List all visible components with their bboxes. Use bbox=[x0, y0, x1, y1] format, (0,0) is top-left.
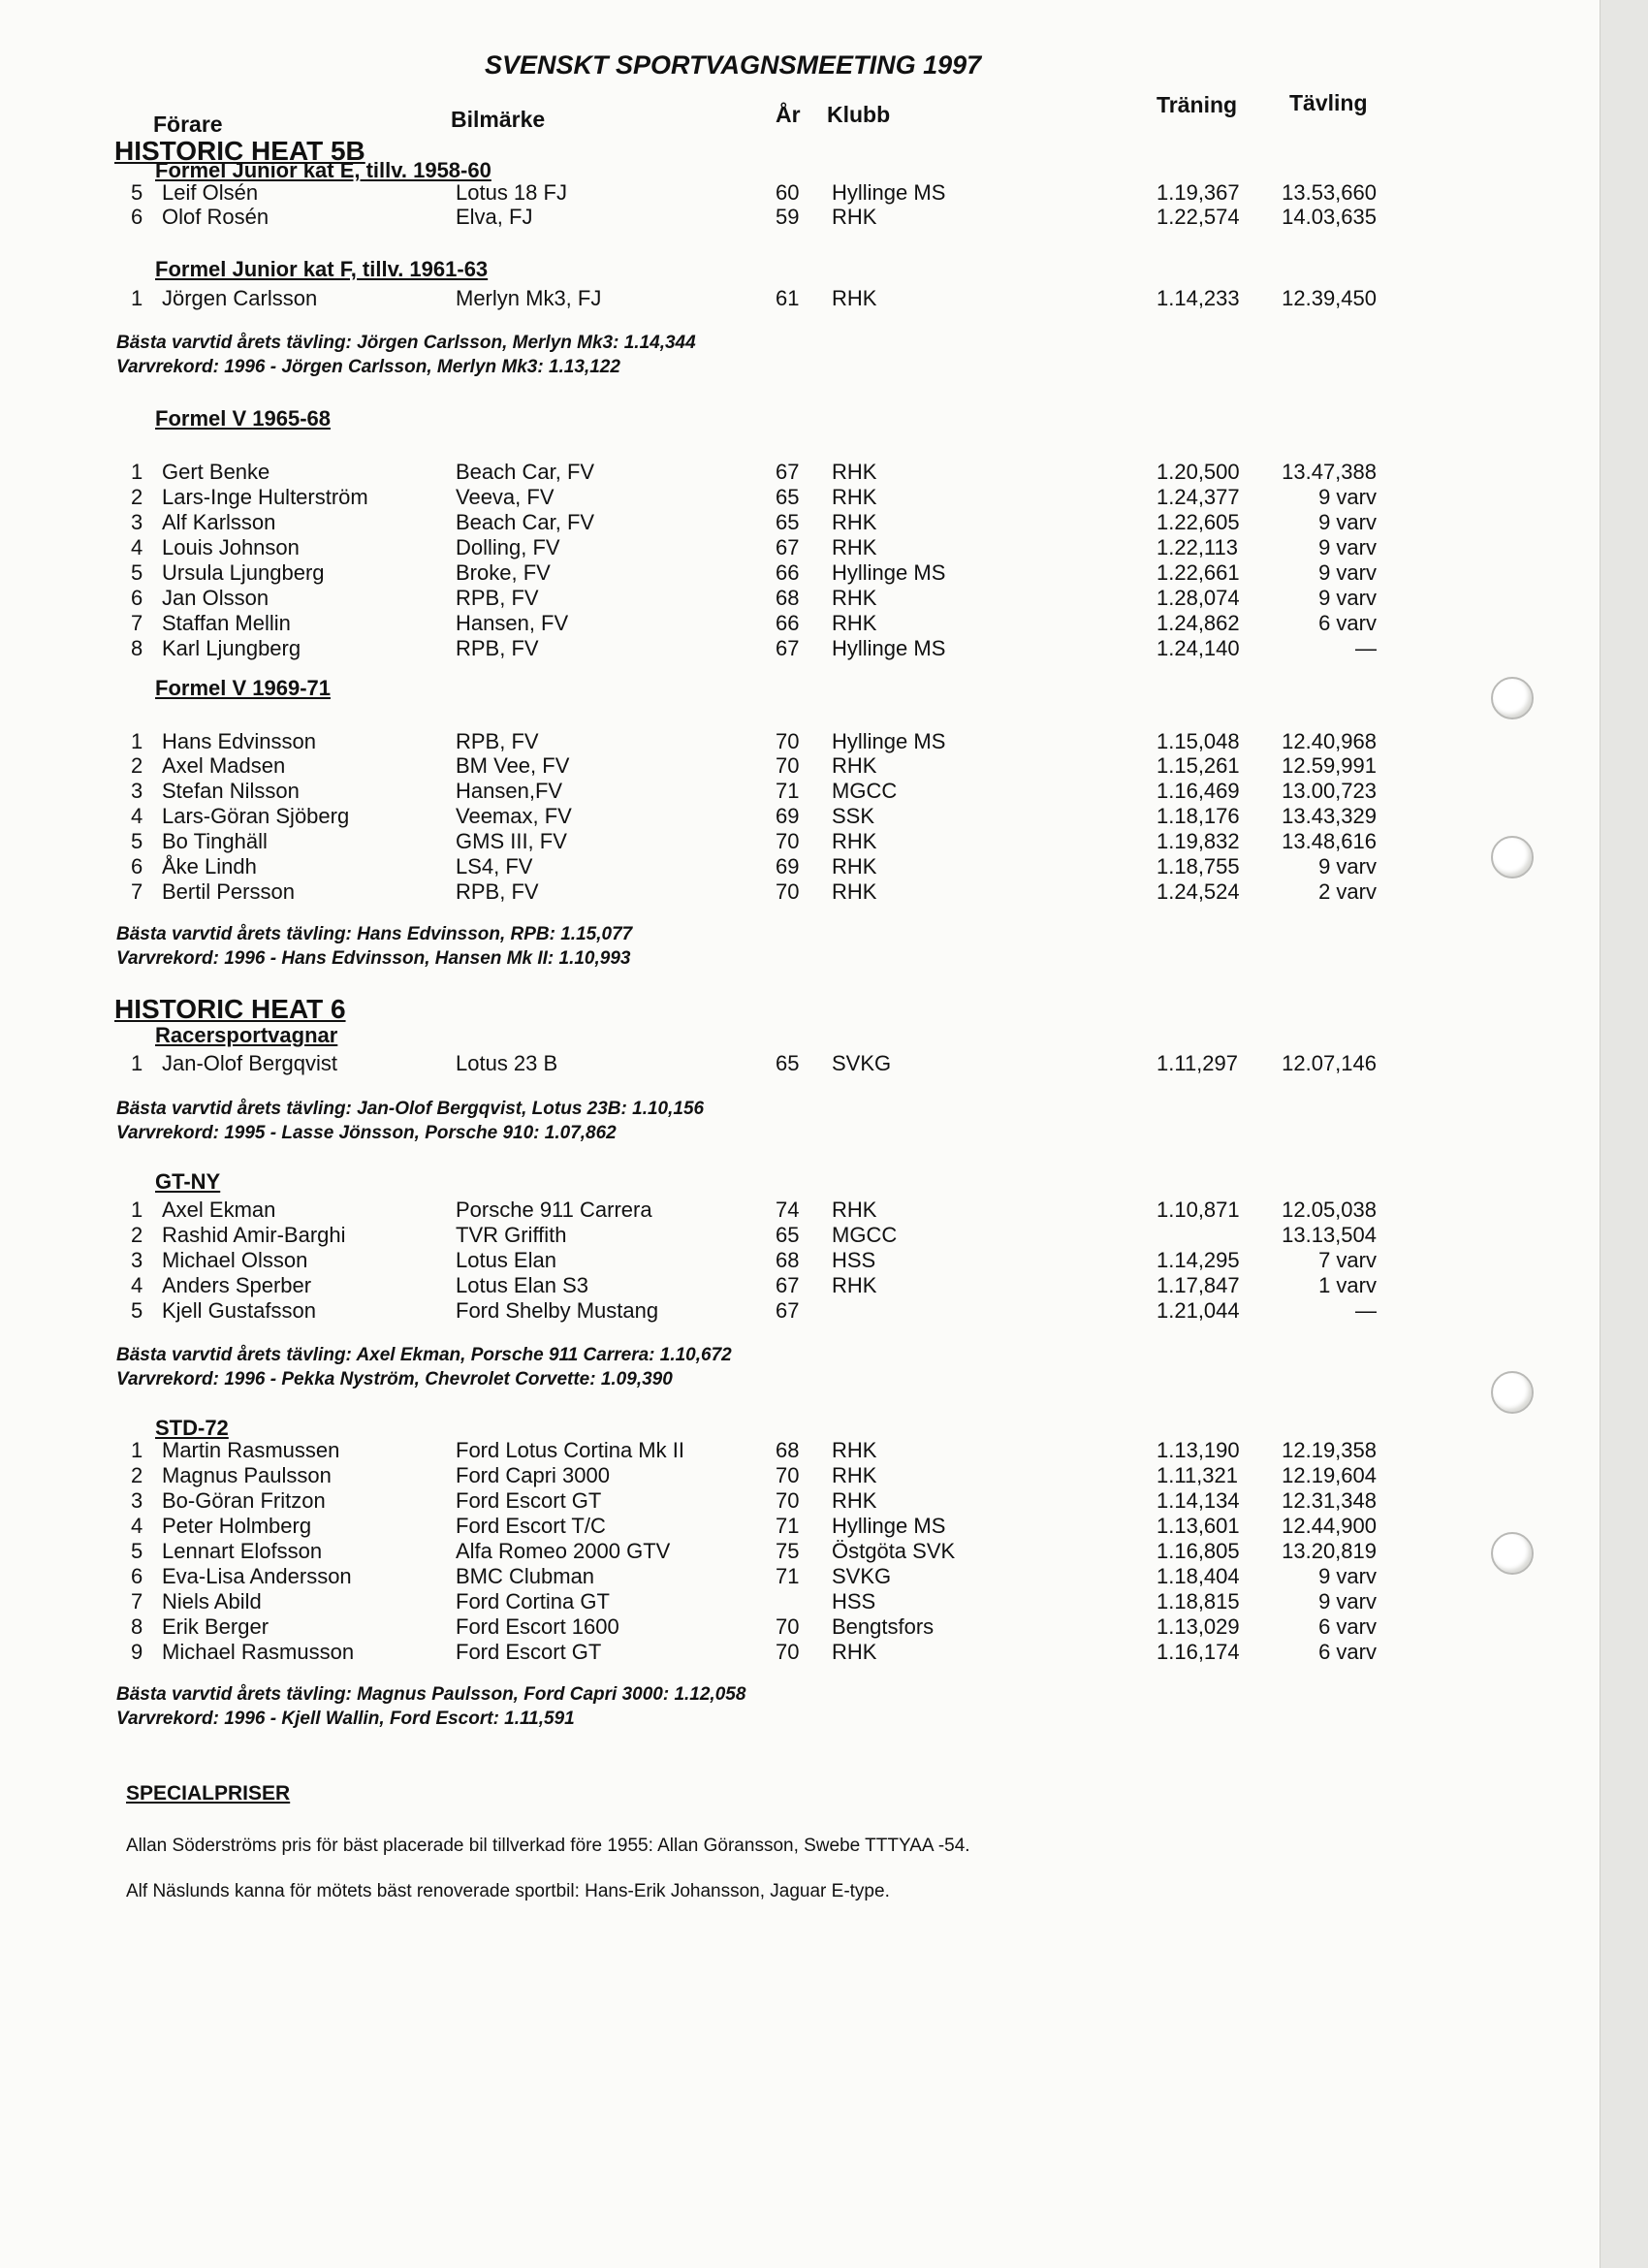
practice-time: 1.19,367 bbox=[1157, 180, 1240, 205]
car-year: 70 bbox=[776, 879, 800, 904]
club-name: RHK bbox=[832, 510, 877, 534]
car-model: Lotus 18 FJ bbox=[456, 180, 567, 205]
race-result: 6 varv bbox=[1318, 611, 1377, 635]
race-result: 9 varv bbox=[1318, 560, 1377, 585]
car-model: Elva, FJ bbox=[456, 205, 533, 229]
driver-name: Jörgen Carlsson bbox=[162, 286, 318, 310]
club-name: Hyllinge MS bbox=[832, 560, 946, 585]
practice-time: 1.24,140 bbox=[1157, 636, 1240, 660]
heat-heading: HISTORIC HEAT 6 bbox=[114, 994, 346, 1024]
practice-time: 1.14,134 bbox=[1157, 1488, 1240, 1513]
special-prize-line: Alf Näslunds kanna för mötets bäst renoverade sportbil: Hans-Erik Johansson, Jaguar E-type. bbox=[126, 1881, 890, 1901]
car-year: 70 bbox=[776, 1614, 800, 1639]
class-heading: Formel V 1965-68 bbox=[155, 406, 331, 431]
position: 5 bbox=[131, 1298, 143, 1323]
car-year: 68 bbox=[776, 1438, 800, 1462]
race-result: 14.03,635 bbox=[1282, 205, 1377, 229]
club-name: SVKG bbox=[832, 1564, 892, 1588]
driver-name: Bo Tinghäll bbox=[162, 829, 268, 853]
driver-name: Karl Ljungberg bbox=[162, 636, 301, 660]
class-heading: STD-72 bbox=[155, 1416, 229, 1440]
race-result: 1 varv bbox=[1318, 1273, 1377, 1297]
column-header-club: Klubb bbox=[827, 102, 891, 127]
position: 5 bbox=[131, 560, 143, 585]
club-name: Östgöta SVK bbox=[832, 1539, 956, 1563]
lap-record-note: Bästa varvtid årets tävling: Hans Edvinsson, RPB: 1.15,077 bbox=[116, 924, 633, 944]
car-model: RPB, FV bbox=[456, 879, 539, 904]
position: 4 bbox=[131, 1273, 143, 1297]
club-name: RHK bbox=[832, 879, 877, 904]
class-heading: GT-NY bbox=[155, 1169, 221, 1194]
club-name: MGCC bbox=[832, 779, 898, 803]
car-year: 59 bbox=[776, 205, 800, 229]
car-model: Hansen,FV bbox=[456, 779, 563, 803]
race-result: 9 varv bbox=[1318, 1564, 1377, 1588]
position: 6 bbox=[131, 854, 143, 878]
car-model: Broke, FV bbox=[456, 560, 551, 585]
car-year: 70 bbox=[776, 829, 800, 853]
practice-time: 1.17,847 bbox=[1157, 1273, 1240, 1297]
driver-name: Hans Edvinsson bbox=[162, 729, 316, 753]
driver-name: Niels Abild bbox=[162, 1589, 262, 1613]
club-name: RHK bbox=[832, 205, 877, 229]
driver-name: Jan-Olof Bergqvist bbox=[162, 1051, 337, 1075]
car-year: 75 bbox=[776, 1539, 800, 1563]
position: 3 bbox=[131, 1248, 143, 1272]
practice-time: 1.16,805 bbox=[1157, 1539, 1240, 1563]
car-model: GMS III, FV bbox=[456, 829, 567, 853]
car-model: RPB, FV bbox=[456, 636, 539, 660]
practice-time: 1.24,862 bbox=[1157, 611, 1240, 635]
position: 3 bbox=[131, 1488, 143, 1513]
practice-time: 1.15,261 bbox=[1157, 753, 1240, 778]
practice-time: 1.22,661 bbox=[1157, 560, 1240, 585]
car-year: 69 bbox=[776, 804, 800, 828]
lap-record-note: Bästa varvtid årets tävling: Jörgen Carlsson, Merlyn Mk3: 1.14,344 bbox=[116, 333, 696, 353]
driver-name: Peter Holmberg bbox=[162, 1514, 312, 1538]
binder-hole bbox=[1491, 1371, 1534, 1414]
race-result: 12.31,348 bbox=[1282, 1488, 1377, 1513]
lap-record-note: Bästa varvtid årets tävling: Jan-Olof Bergqvist, Lotus 23B: 1.10,156 bbox=[116, 1099, 705, 1119]
position: 6 bbox=[131, 586, 143, 610]
car-model: BM Vee, FV bbox=[456, 753, 570, 778]
driver-name: Michael Rasmusson bbox=[162, 1640, 355, 1664]
driver-name: Anders Sperber bbox=[162, 1273, 312, 1297]
car-year: 67 bbox=[776, 535, 800, 559]
position: 2 bbox=[131, 485, 143, 509]
car-year: 65 bbox=[776, 510, 800, 534]
binder-hole bbox=[1491, 677, 1534, 719]
lap-record-note: Varvrekord: 1996 - Pekka Nyström, Chevrolet Corvette: 1.09,390 bbox=[116, 1369, 673, 1390]
class-heading: Formel Junior kat E, tillv. 1958-60 bbox=[155, 158, 491, 182]
race-result: 13.13,504 bbox=[1282, 1223, 1377, 1247]
driver-name: Magnus Paulsson bbox=[162, 1463, 332, 1487]
lap-record-note: Varvrekord: 1996 - Hans Edvinsson, Hansen Mk II: 1.10,993 bbox=[116, 948, 631, 969]
race-result: 9 varv bbox=[1318, 485, 1377, 509]
position: 3 bbox=[131, 510, 143, 534]
race-result: 13.48,616 bbox=[1282, 829, 1377, 853]
position: 5 bbox=[131, 829, 143, 853]
car-year: 65 bbox=[776, 1223, 800, 1247]
car-model: Alfa Romeo 2000 GTV bbox=[456, 1539, 671, 1563]
car-model: Merlyn Mk3, FJ bbox=[456, 286, 602, 310]
practice-time: 1.16,469 bbox=[1157, 779, 1240, 803]
driver-name: Stefan Nilsson bbox=[162, 779, 300, 803]
car-year: 70 bbox=[776, 1463, 800, 1487]
race-result: 13.47,388 bbox=[1282, 460, 1377, 484]
race-result: 13.43,329 bbox=[1282, 804, 1377, 828]
position: 5 bbox=[131, 180, 143, 205]
car-year: 66 bbox=[776, 611, 800, 635]
lap-record-note: Bästa varvtid årets tävling: Axel Ekman, Porsche 911 Carrera: 1.10,672 bbox=[116, 1345, 732, 1365]
car-model: Beach Car, FV bbox=[456, 460, 595, 484]
position: 2 bbox=[131, 1463, 143, 1487]
lap-record-note: Bästa varvtid årets tävling: Magnus Paulsson, Ford Capri 3000: 1.12,058 bbox=[116, 1684, 746, 1705]
position: 7 bbox=[131, 1589, 143, 1613]
practice-time: 1.16,174 bbox=[1157, 1640, 1240, 1664]
practice-time: 1.14,295 bbox=[1157, 1248, 1240, 1272]
car-year: 70 bbox=[776, 1640, 800, 1664]
club-name: RHK bbox=[832, 286, 877, 310]
race-result: 12.19,358 bbox=[1282, 1438, 1377, 1462]
car-model: LS4, FV bbox=[456, 854, 533, 878]
practice-time: 1.11,321 bbox=[1157, 1463, 1239, 1487]
practice-time: 1.11,297 bbox=[1157, 1051, 1239, 1075]
practice-time: 1.22,605 bbox=[1157, 510, 1240, 534]
car-year: 74 bbox=[776, 1198, 800, 1222]
car-year: 67 bbox=[776, 1273, 800, 1297]
club-name: RHK bbox=[832, 485, 877, 509]
car-model: Dolling, FV bbox=[456, 535, 560, 559]
special-prize-line: Allan Söderströms pris för bäst placerade bil tillverkad före 1955: Allan Göransson, Swebe TTTYAA -54. bbox=[126, 1836, 970, 1856]
practice-time: 1.13,601 bbox=[1157, 1514, 1240, 1538]
position: 1 bbox=[131, 286, 143, 310]
car-model: Veemax, FV bbox=[456, 804, 572, 828]
driver-name: Gert Benke bbox=[162, 460, 270, 484]
race-result: 6 varv bbox=[1318, 1640, 1377, 1664]
club-name: RHK bbox=[832, 1488, 877, 1513]
club-name: RHK bbox=[832, 1438, 877, 1462]
position: 8 bbox=[131, 636, 143, 660]
practice-time: 1.20,500 bbox=[1157, 460, 1240, 484]
car-year: 67 bbox=[776, 460, 800, 484]
position: 4 bbox=[131, 1514, 143, 1538]
column-header-driver: Förare bbox=[153, 112, 223, 137]
practice-time: 1.28,074 bbox=[1157, 586, 1240, 610]
next-page-edge bbox=[1600, 0, 1648, 2268]
car-model: Veeva, FV bbox=[456, 485, 555, 509]
car-year: 68 bbox=[776, 1248, 800, 1272]
driver-name: Eva-Lisa Andersson bbox=[162, 1564, 352, 1588]
club-name: Hyllinge MS bbox=[832, 636, 946, 660]
page-title: SVENSKT SPORTVAGNSMEETING 1997 bbox=[485, 50, 982, 80]
driver-name: Louis Johnson bbox=[162, 535, 300, 559]
lap-record-note: Varvrekord: 1996 - Jörgen Carlsson, Merlyn Mk3: 1.13,122 bbox=[116, 357, 620, 377]
club-name: RHK bbox=[832, 1463, 877, 1487]
position: 9 bbox=[131, 1640, 143, 1664]
car-model: Ford Shelby Mustang bbox=[456, 1298, 659, 1323]
driver-name: Axel Ekman bbox=[162, 1198, 276, 1222]
club-name: MGCC bbox=[832, 1223, 898, 1247]
class-heading: Formel Junior kat F, tillv. 1961-63 bbox=[155, 257, 489, 281]
race-result: 12.40,968 bbox=[1282, 729, 1377, 753]
club-name: SVKG bbox=[832, 1051, 892, 1075]
race-result: 12.44,900 bbox=[1282, 1514, 1377, 1538]
club-name: RHK bbox=[832, 535, 877, 559]
car-year: 71 bbox=[776, 779, 800, 803]
car-model: TVR Griffith bbox=[456, 1223, 567, 1247]
race-result: 2 varv bbox=[1318, 879, 1377, 904]
race-result: 12.05,038 bbox=[1282, 1198, 1377, 1222]
race-result: 13.53,660 bbox=[1282, 180, 1377, 205]
car-year: 61 bbox=[776, 286, 800, 310]
club-name: RHK bbox=[832, 460, 877, 484]
club-name: Bengtsfors bbox=[832, 1614, 935, 1639]
car-model: Hansen, FV bbox=[456, 611, 569, 635]
driver-name: Bo-Göran Fritzon bbox=[162, 1488, 326, 1513]
race-result: 6 varv bbox=[1318, 1614, 1377, 1639]
club-name: HSS bbox=[832, 1248, 876, 1272]
practice-time: 1.18,404 bbox=[1157, 1564, 1240, 1588]
binder-hole bbox=[1491, 1532, 1534, 1575]
driver-name: Axel Madsen bbox=[162, 753, 286, 778]
position: 1 bbox=[131, 729, 143, 753]
position: 7 bbox=[131, 611, 143, 635]
special-prizes-heading: SPECIALPRISER bbox=[126, 1782, 291, 1805]
column-header-car: Bilmärke bbox=[451, 107, 546, 132]
car-model: RPB, FV bbox=[456, 586, 539, 610]
driver-name: Michael Olsson bbox=[162, 1248, 308, 1272]
club-name: RHK bbox=[832, 854, 877, 878]
position: 5 bbox=[131, 1539, 143, 1563]
car-year: 66 bbox=[776, 560, 800, 585]
club-name: RHK bbox=[832, 1273, 877, 1297]
practice-time: 1.18,176 bbox=[1157, 804, 1240, 828]
race-result: 9 varv bbox=[1318, 586, 1377, 610]
column-header-practice: Träning bbox=[1157, 92, 1238, 117]
race-result: 12.59,991 bbox=[1282, 753, 1377, 778]
race-result: 9 varv bbox=[1318, 510, 1377, 534]
car-year: 71 bbox=[776, 1564, 800, 1588]
car-year: 68 bbox=[776, 586, 800, 610]
practice-time: 1.10,871 bbox=[1157, 1198, 1240, 1222]
practice-time: 1.13,190 bbox=[1157, 1438, 1240, 1462]
car-model: Ford Escort GT bbox=[456, 1640, 602, 1664]
practice-time: 1.19,832 bbox=[1157, 829, 1240, 853]
car-year: 67 bbox=[776, 636, 800, 660]
car-year: 67 bbox=[776, 1298, 800, 1323]
car-year: 65 bbox=[776, 485, 800, 509]
position: 6 bbox=[131, 1564, 143, 1588]
driver-name: Martin Rasmussen bbox=[162, 1438, 340, 1462]
position: 3 bbox=[131, 779, 143, 803]
club-name: SSK bbox=[832, 804, 875, 828]
car-year: 70 bbox=[776, 753, 800, 778]
driver-name: Rashid Amir-Barghi bbox=[162, 1223, 346, 1247]
driver-name: Staffan Mellin bbox=[162, 611, 291, 635]
club-name: Hyllinge MS bbox=[832, 729, 946, 753]
car-year: 70 bbox=[776, 729, 800, 753]
car-model: Ford Cortina GT bbox=[456, 1589, 610, 1613]
race-result: 9 varv bbox=[1318, 1589, 1377, 1613]
car-year: 70 bbox=[776, 1488, 800, 1513]
position: 4 bbox=[131, 535, 143, 559]
car-model: Ford Escort GT bbox=[456, 1488, 602, 1513]
race-result: 9 varv bbox=[1318, 535, 1377, 559]
car-year: 71 bbox=[776, 1514, 800, 1538]
lap-record-note: Varvrekord: 1995 - Lasse Jönsson, Porsche 910: 1.07,862 bbox=[116, 1123, 617, 1143]
car-model: RPB, FV bbox=[456, 729, 539, 753]
car-year: 69 bbox=[776, 854, 800, 878]
driver-name: Lennart Elofsson bbox=[162, 1539, 323, 1563]
column-header-race: Tävling bbox=[1289, 90, 1368, 115]
class-heading: Racersportvagnar bbox=[155, 1023, 338, 1047]
driver-name: Erik Berger bbox=[162, 1614, 269, 1639]
driver-name: Olof Rosén bbox=[162, 205, 269, 229]
driver-name: Åke Lindh bbox=[162, 854, 257, 878]
club-name: HSS bbox=[832, 1589, 876, 1613]
car-model: Lotus Elan bbox=[456, 1248, 556, 1272]
position: 8 bbox=[131, 1614, 143, 1639]
position: 6 bbox=[131, 205, 143, 229]
practice-time: 1.21,044 bbox=[1157, 1298, 1240, 1323]
driver-name: Lars-Göran Sjöberg bbox=[162, 804, 350, 828]
club-name: RHK bbox=[832, 611, 877, 635]
club-name: RHK bbox=[832, 1640, 877, 1664]
lap-record-note: Varvrekord: 1996 - Kjell Wallin, Ford Escort: 1.11,591 bbox=[116, 1709, 575, 1729]
race-result: 12.19,604 bbox=[1282, 1463, 1377, 1487]
position: 7 bbox=[131, 879, 143, 904]
car-year: 65 bbox=[776, 1051, 800, 1075]
race-result: 7 varv bbox=[1318, 1248, 1377, 1272]
club-name: RHK bbox=[832, 586, 877, 610]
driver-name: Bertil Persson bbox=[162, 879, 295, 904]
driver-name: Lars-Inge Hulterström bbox=[162, 485, 368, 509]
race-result: 12.39,450 bbox=[1282, 286, 1377, 310]
position: 1 bbox=[131, 460, 143, 484]
practice-time: 1.18,815 bbox=[1157, 1589, 1240, 1613]
practice-time: 1.22,113 bbox=[1157, 535, 1239, 559]
car-model: Ford Escort 1600 bbox=[456, 1614, 619, 1639]
car-model: Ford Escort T/C bbox=[456, 1514, 606, 1538]
driver-name: Kjell Gustafsson bbox=[162, 1298, 316, 1323]
club-name: RHK bbox=[832, 829, 877, 853]
driver-name: Ursula Ljungberg bbox=[162, 560, 325, 585]
practice-time: 1.13,029 bbox=[1157, 1614, 1240, 1639]
car-model: Lotus Elan S3 bbox=[456, 1273, 588, 1297]
race-result: 9 varv bbox=[1318, 854, 1377, 878]
driver-name: Alf Karlsson bbox=[162, 510, 276, 534]
race-result: 12.07,146 bbox=[1282, 1051, 1377, 1075]
car-model: BMC Clubman bbox=[456, 1564, 595, 1588]
practice-time: 1.24,377 bbox=[1157, 485, 1240, 509]
car-model: Ford Lotus Cortina Mk II bbox=[456, 1438, 684, 1462]
position: 4 bbox=[131, 804, 143, 828]
car-model: Porsche 911 Carrera bbox=[456, 1198, 652, 1222]
race-result: 13.00,723 bbox=[1282, 779, 1377, 803]
position: 1 bbox=[131, 1438, 143, 1462]
car-model: Ford Capri 3000 bbox=[456, 1463, 610, 1487]
driver-name: Leif Olsén bbox=[162, 180, 259, 205]
car-year: 60 bbox=[776, 180, 800, 205]
race-result: 13.20,819 bbox=[1282, 1539, 1377, 1563]
binder-hole bbox=[1491, 836, 1534, 878]
driver-name: Jan Olsson bbox=[162, 586, 269, 610]
position: 2 bbox=[131, 1223, 143, 1247]
club-name: RHK bbox=[832, 1198, 877, 1222]
practice-time: 1.15,048 bbox=[1157, 729, 1240, 753]
position: 1 bbox=[131, 1051, 143, 1075]
practice-time: 1.14,233 bbox=[1157, 286, 1240, 310]
club-name: Hyllinge MS bbox=[832, 1514, 946, 1538]
car-model: Lotus 23 B bbox=[456, 1051, 558, 1075]
class-heading: Formel V 1969-71 bbox=[155, 676, 331, 700]
position: 2 bbox=[131, 753, 143, 778]
heat-heading: HISTORIC HEAT 5B bbox=[114, 136, 365, 166]
practice-time: 1.18,755 bbox=[1157, 854, 1240, 878]
race-result: — bbox=[1355, 1298, 1377, 1323]
club-name: Hyllinge MS bbox=[832, 180, 946, 205]
practice-time: 1.24,524 bbox=[1157, 879, 1240, 904]
position: 1 bbox=[131, 1198, 143, 1222]
practice-time: 1.22,574 bbox=[1157, 205, 1240, 229]
club-name: RHK bbox=[832, 753, 877, 778]
column-header-year: År bbox=[776, 102, 801, 127]
race-result: — bbox=[1355, 636, 1377, 660]
car-model: Beach Car, FV bbox=[456, 510, 595, 534]
